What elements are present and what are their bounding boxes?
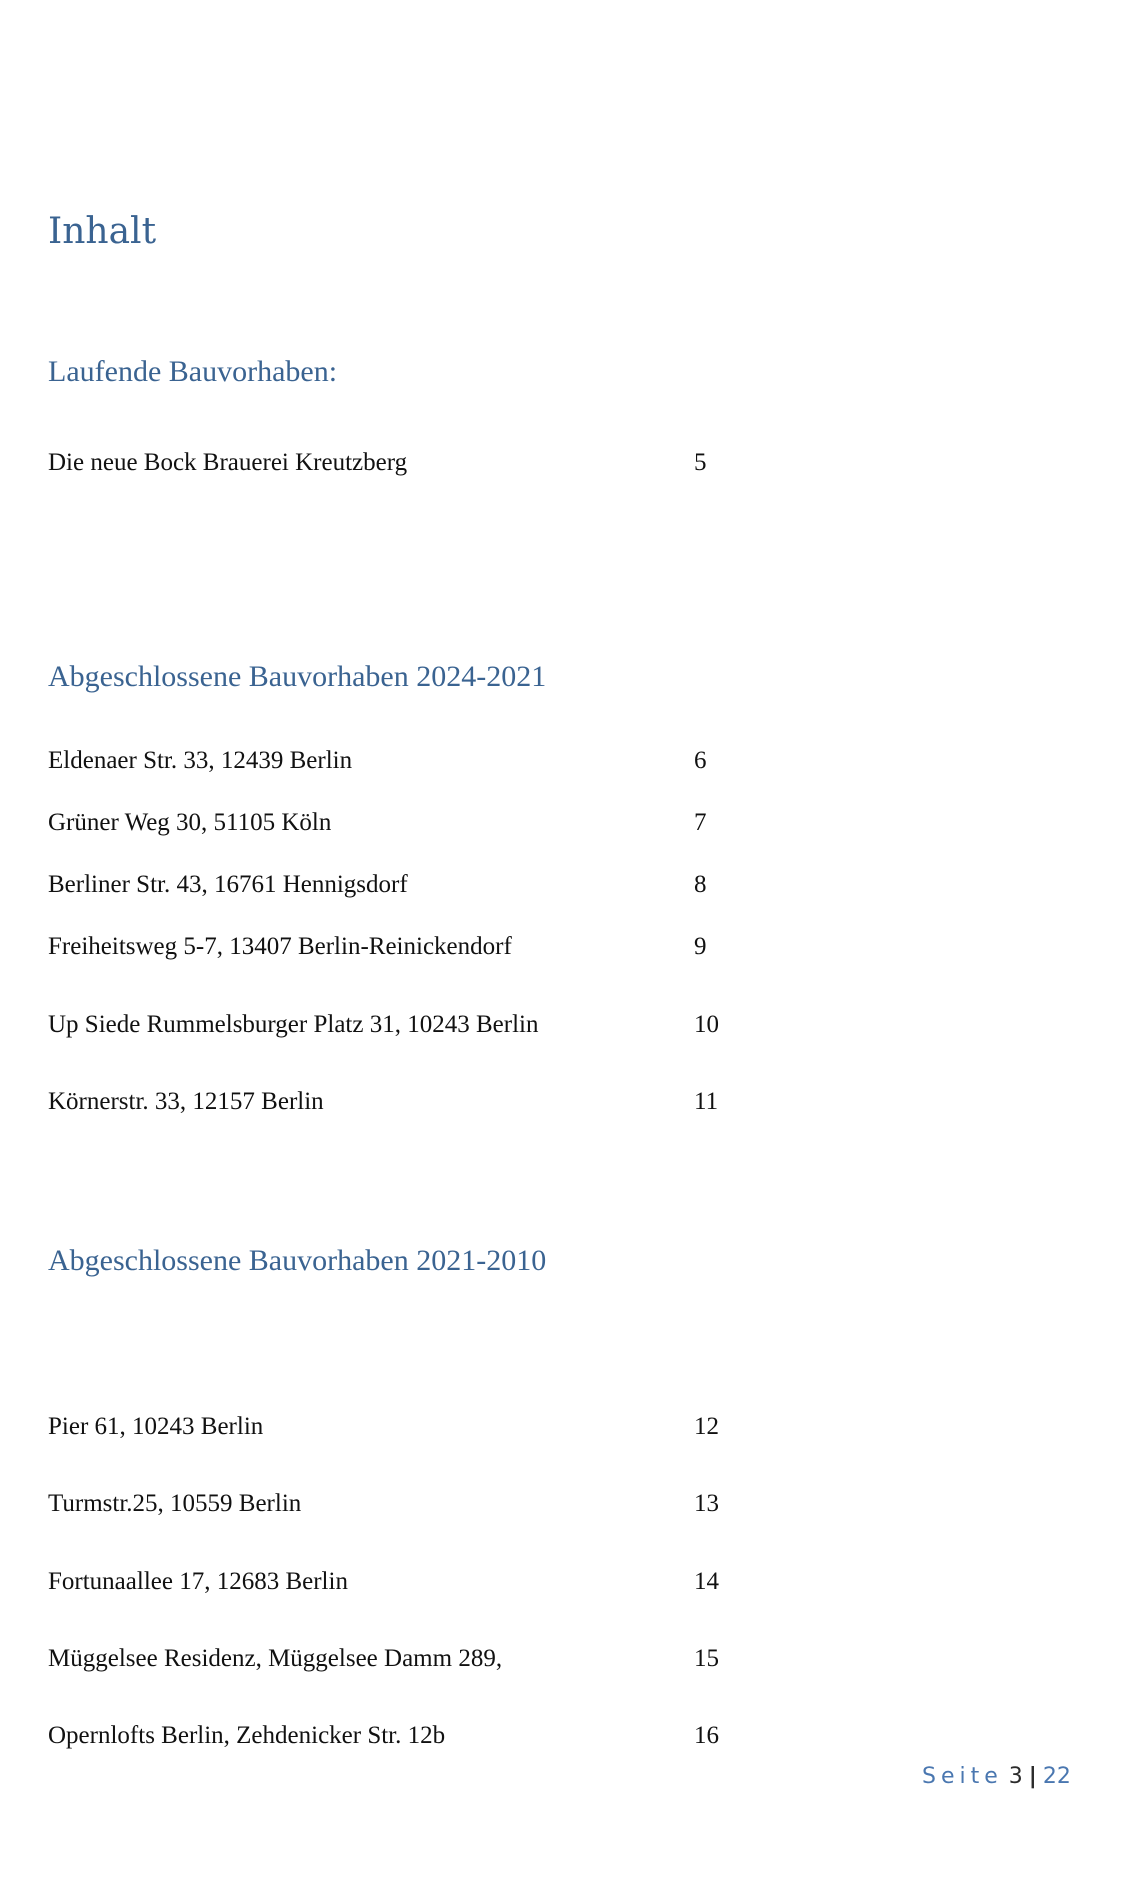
toc-entry-label: Fortunaallee 17, 12683 Berlin xyxy=(48,1568,348,1595)
toc-entry[interactable] xyxy=(48,1010,728,1040)
toc-entry-label: Körnerstr. 33, 12157 Berlin xyxy=(48,1088,324,1115)
toc-entry[interactable] xyxy=(48,870,728,900)
page-title: Inhalt xyxy=(48,211,157,252)
toc-entry[interactable] xyxy=(48,808,728,838)
toc-entry[interactable] xyxy=(48,1721,728,1751)
toc-entry[interactable] xyxy=(48,1412,728,1442)
toc-entry-label: Eldenaer Str. 33, 12439 Berlin xyxy=(48,747,353,774)
toc-entry-page: 14 xyxy=(694,1568,719,1595)
toc-entry-page: 12 xyxy=(694,1413,719,1440)
toc-entry[interactable] xyxy=(48,1567,728,1597)
toc-entry-page: 9 xyxy=(694,933,707,960)
footer-separator: | xyxy=(1028,1764,1037,1789)
toc-entry-page: 10 xyxy=(694,1011,719,1038)
toc-entry[interactable] xyxy=(48,1489,728,1519)
toc-entry-label: Freiheitsweg 5-7, 13407 Berlin-Reinickendorf xyxy=(48,933,512,960)
toc-entry-label: Opernlofts Berlin, Zehdenicker Str. 12b xyxy=(48,1722,446,1749)
toc-entry-label: Turmstr.25, 10559 Berlin xyxy=(48,1490,302,1517)
toc-entry-page: 8 xyxy=(694,871,707,898)
section-heading-laufende: Laufende Bauvorhaben: xyxy=(48,355,338,388)
toc-entry[interactable] xyxy=(48,1087,728,1117)
toc-entry[interactable] xyxy=(48,1644,728,1674)
toc-entry-label: Pier 61, 10243 Berlin xyxy=(48,1413,264,1440)
footer-total-pages: 22 xyxy=(1042,1764,1071,1789)
section-heading-abgeschlossen-2021-2010: Abgeschlossene Bauvorhaben 2021-2010 xyxy=(48,1244,547,1277)
section-heading-abgeschlossen-2024-2021: Abgeschlossene Bauvorhaben 2024-2021 xyxy=(48,660,547,693)
toc-entry-label: Die neue Bock Brauerei Kreutzberg xyxy=(48,449,408,476)
toc-entry-page: 5 xyxy=(694,449,707,476)
toc-entry-label: Grüner Weg 30, 51105 Köln xyxy=(48,809,332,836)
toc-entry-label: Berliner Str. 43, 16761 Hennigsdorf xyxy=(48,871,408,898)
footer-page-number: 3 xyxy=(1008,1764,1023,1789)
toc-entry-page: 16 xyxy=(694,1722,719,1749)
toc-entry[interactable] xyxy=(48,746,728,776)
toc-entry-page: 13 xyxy=(694,1490,719,1517)
toc-entry-page: 7 xyxy=(694,809,707,836)
toc-entry[interactable] xyxy=(48,932,728,962)
toc-entry[interactable] xyxy=(48,448,728,478)
footer-page-word: Seite xyxy=(922,1764,1003,1789)
page-footer xyxy=(922,1766,1071,1788)
toc-entry-page: 11 xyxy=(694,1088,719,1115)
toc-entry-page: 6 xyxy=(694,747,707,774)
toc-entry-label: Müggelsee Residenz, Müggelsee Damm 289, xyxy=(48,1645,503,1672)
toc-entry-page: 15 xyxy=(694,1645,719,1672)
toc-entry-label: Up Siede Rummelsburger Platz 31, 10243 Berlin xyxy=(48,1011,539,1038)
